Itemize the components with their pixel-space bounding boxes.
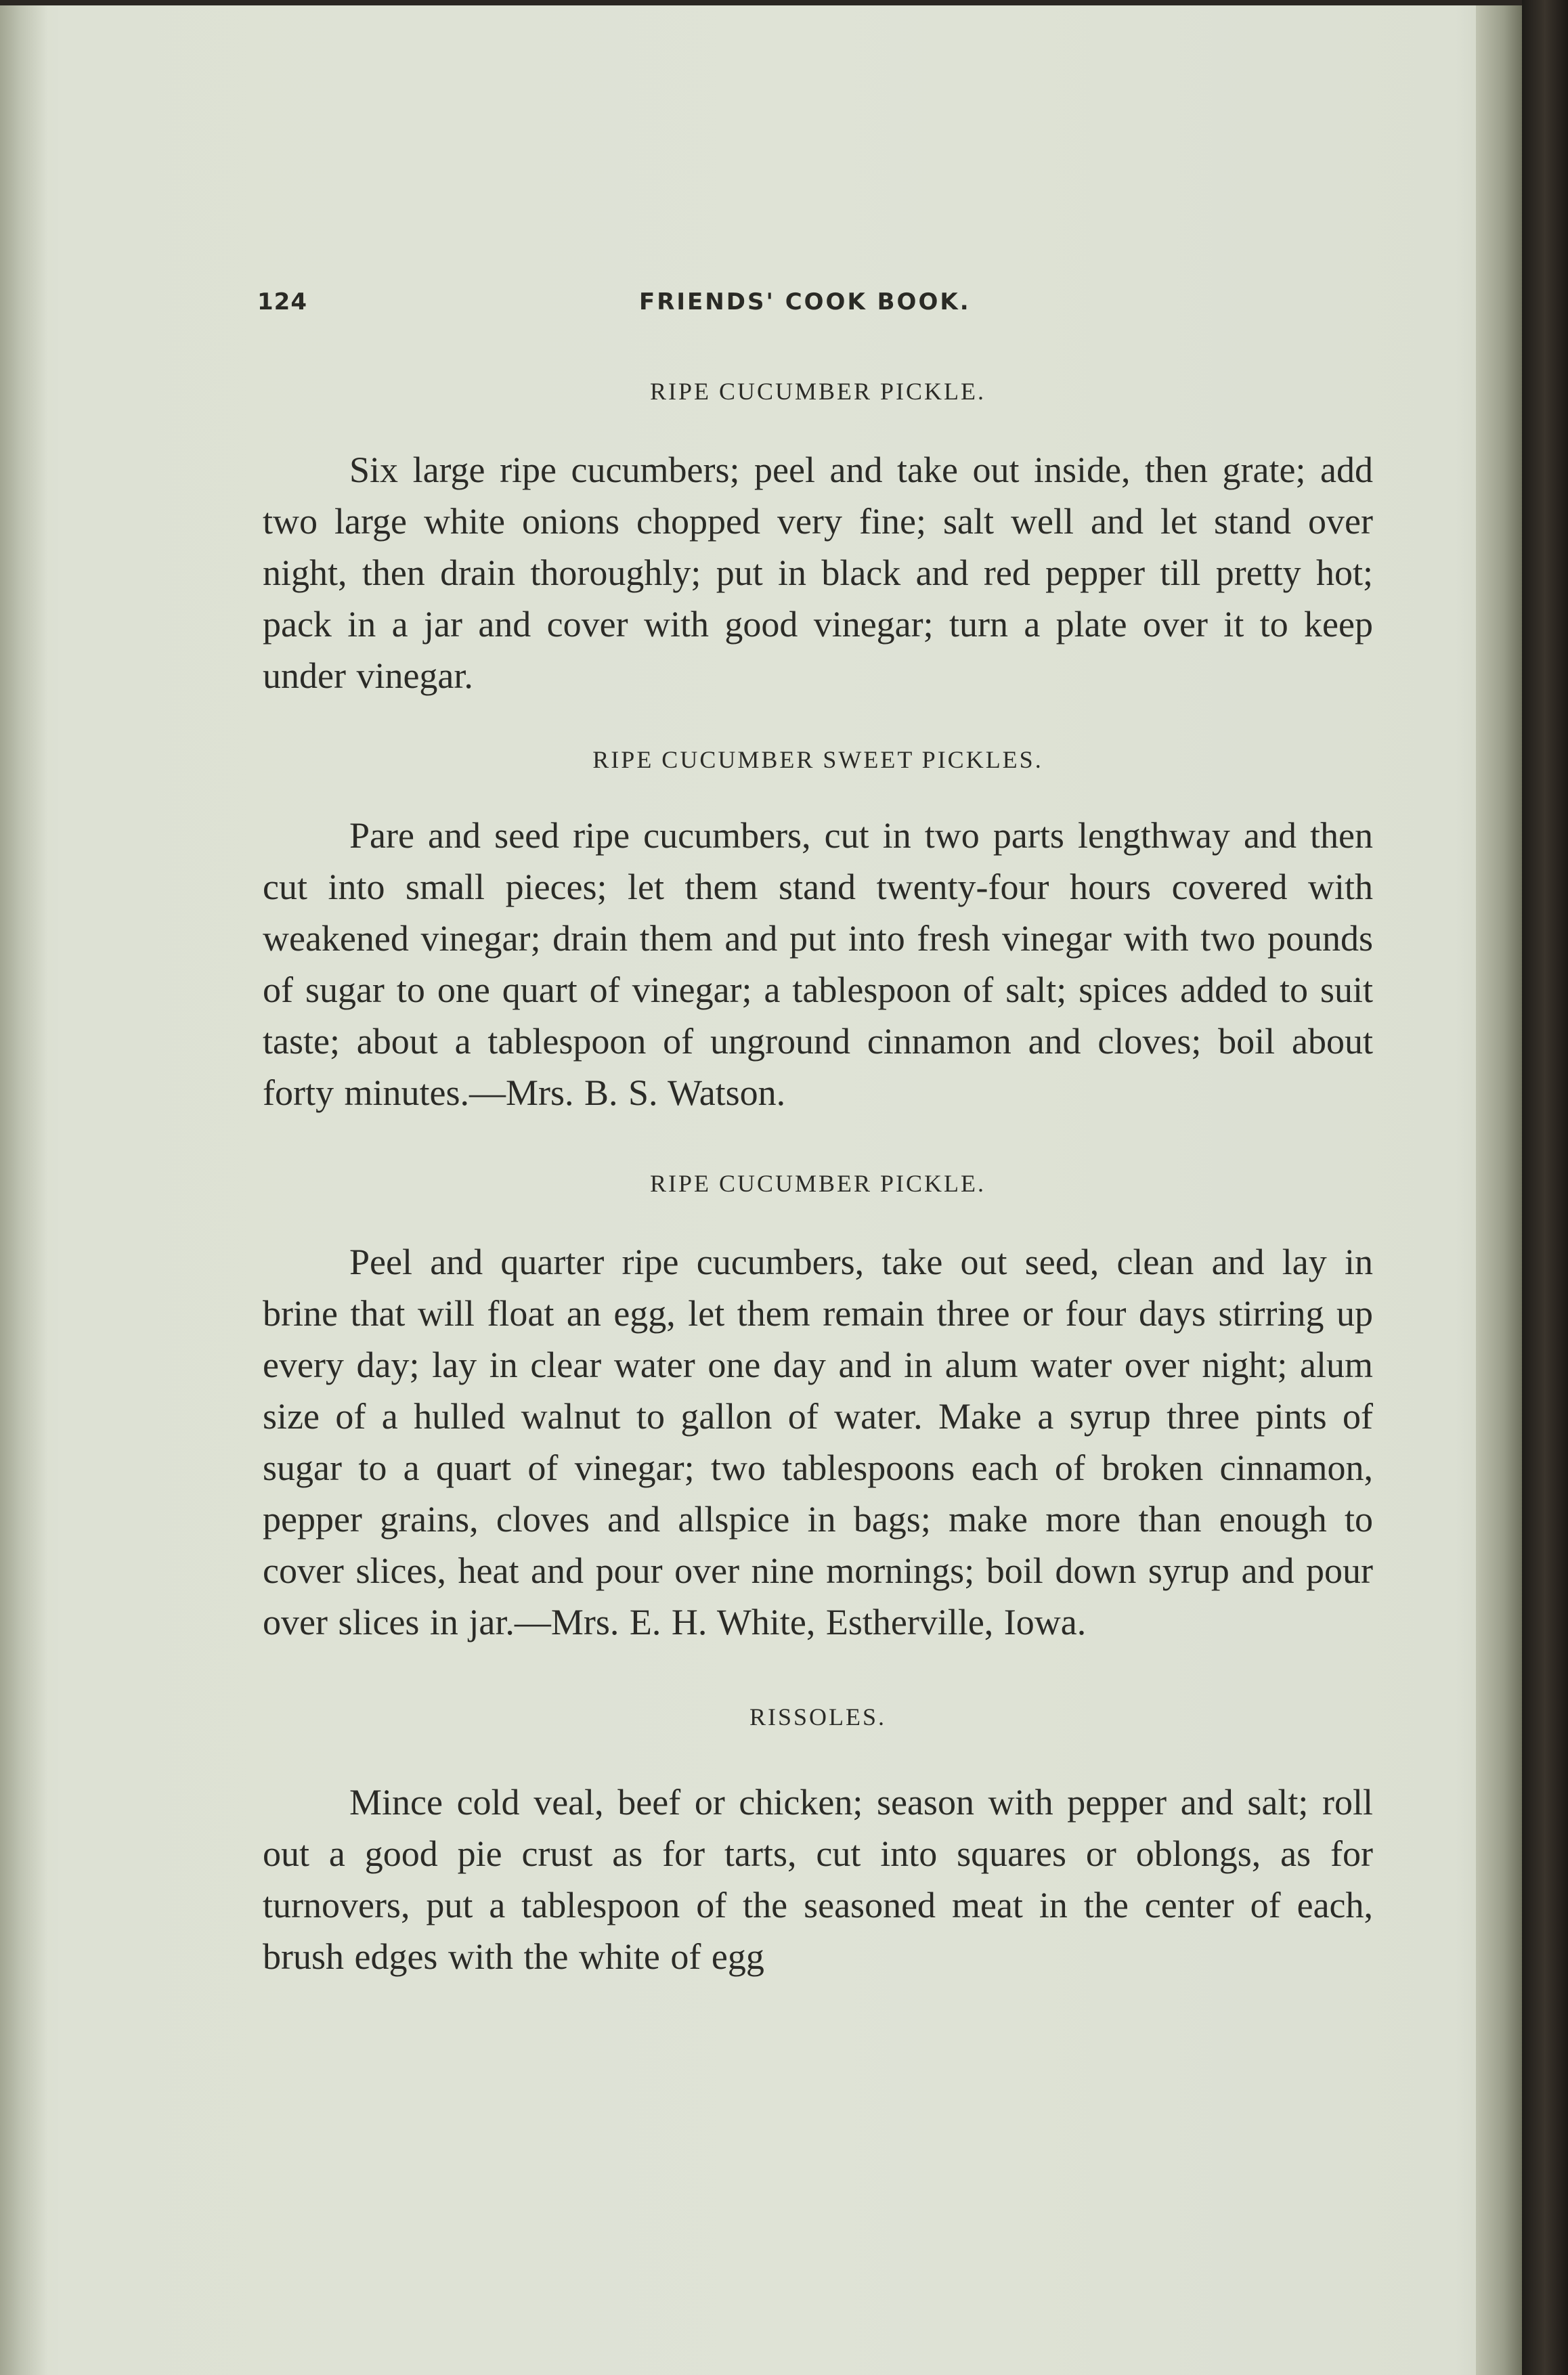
page-number: 124 — [257, 288, 307, 315]
page-content — [263, 371, 1373, 1982]
recipe-body: Six large ripe cucumbers; peel and take out inside, then grate; add two large white onions chopped very fine; salt well and let stand over night, then drain thoroughly; put in black and red pepper till pretty hot; pack in a jar and cover with good vinegar; turn a plate over it to keep under vinegar. — [263, 450, 1373, 696]
recipe-title: RIPE CUCUMBER PICKLE. — [649, 378, 986, 405]
recipe-title: RIPE CUCUMBER SWEET PICKLES. — [592, 746, 1043, 773]
recipe-title: RISSOLES. — [749, 1703, 887, 1730]
recipe-body: Mince cold veal, beef or chicken; season with pepper and salt; roll out a good pie crust as for tarts, cut into squares or oblongs, as for turnovers, put a tablespoon of the seasoned meat in the center of each, brush edges with the white of egg — [263, 1782, 1373, 1977]
page-gutter-shadow — [0, 5, 47, 2375]
book-page — [0, 5, 1522, 2375]
page-edge — [1476, 5, 1522, 2375]
recipe-body: Peel and quarter ripe cucumbers, take out seed, clean and lay in brine that will float an egg, let them remain three or four days stirring up every day; lay in clear water one day and in alum water over night; alum size of a hulled walnut to gallon of water. Make a syrup three pints of sugar to a quart of vinegar; two tablespoons each of broken cinnamon, pepper grains, cloves and allspice in bags; make more than enough to cover slices, heat and pour over nine mornings; boil down syrup and pour over slices in jar.—Mrs. E. H. White, Estherville, Iowa. — [263, 1242, 1373, 1642]
recipe-title: RIPE CUCUMBER PICKLE. — [649, 1170, 986, 1197]
page-header — [0, 288, 1522, 324]
recipe-body: Pare and seed ripe cucumbers, cut in two parts lengthway and then cut into small pieces; let them stand twenty-four hours covered with weakened vinegar; drain them and put into fresh vinegar with two pounds of sugar to one quart of vinegar; a tablespoon of salt; spices added to suit taste; about a tablespoon of unground cinnamon and cloves; boil about forty minutes.—Mrs. B. S. Watson. — [263, 815, 1373, 1113]
running-title: FRIENDS' COOK BOOK. — [639, 288, 971, 315]
book-spine — [1522, 0, 1568, 2375]
